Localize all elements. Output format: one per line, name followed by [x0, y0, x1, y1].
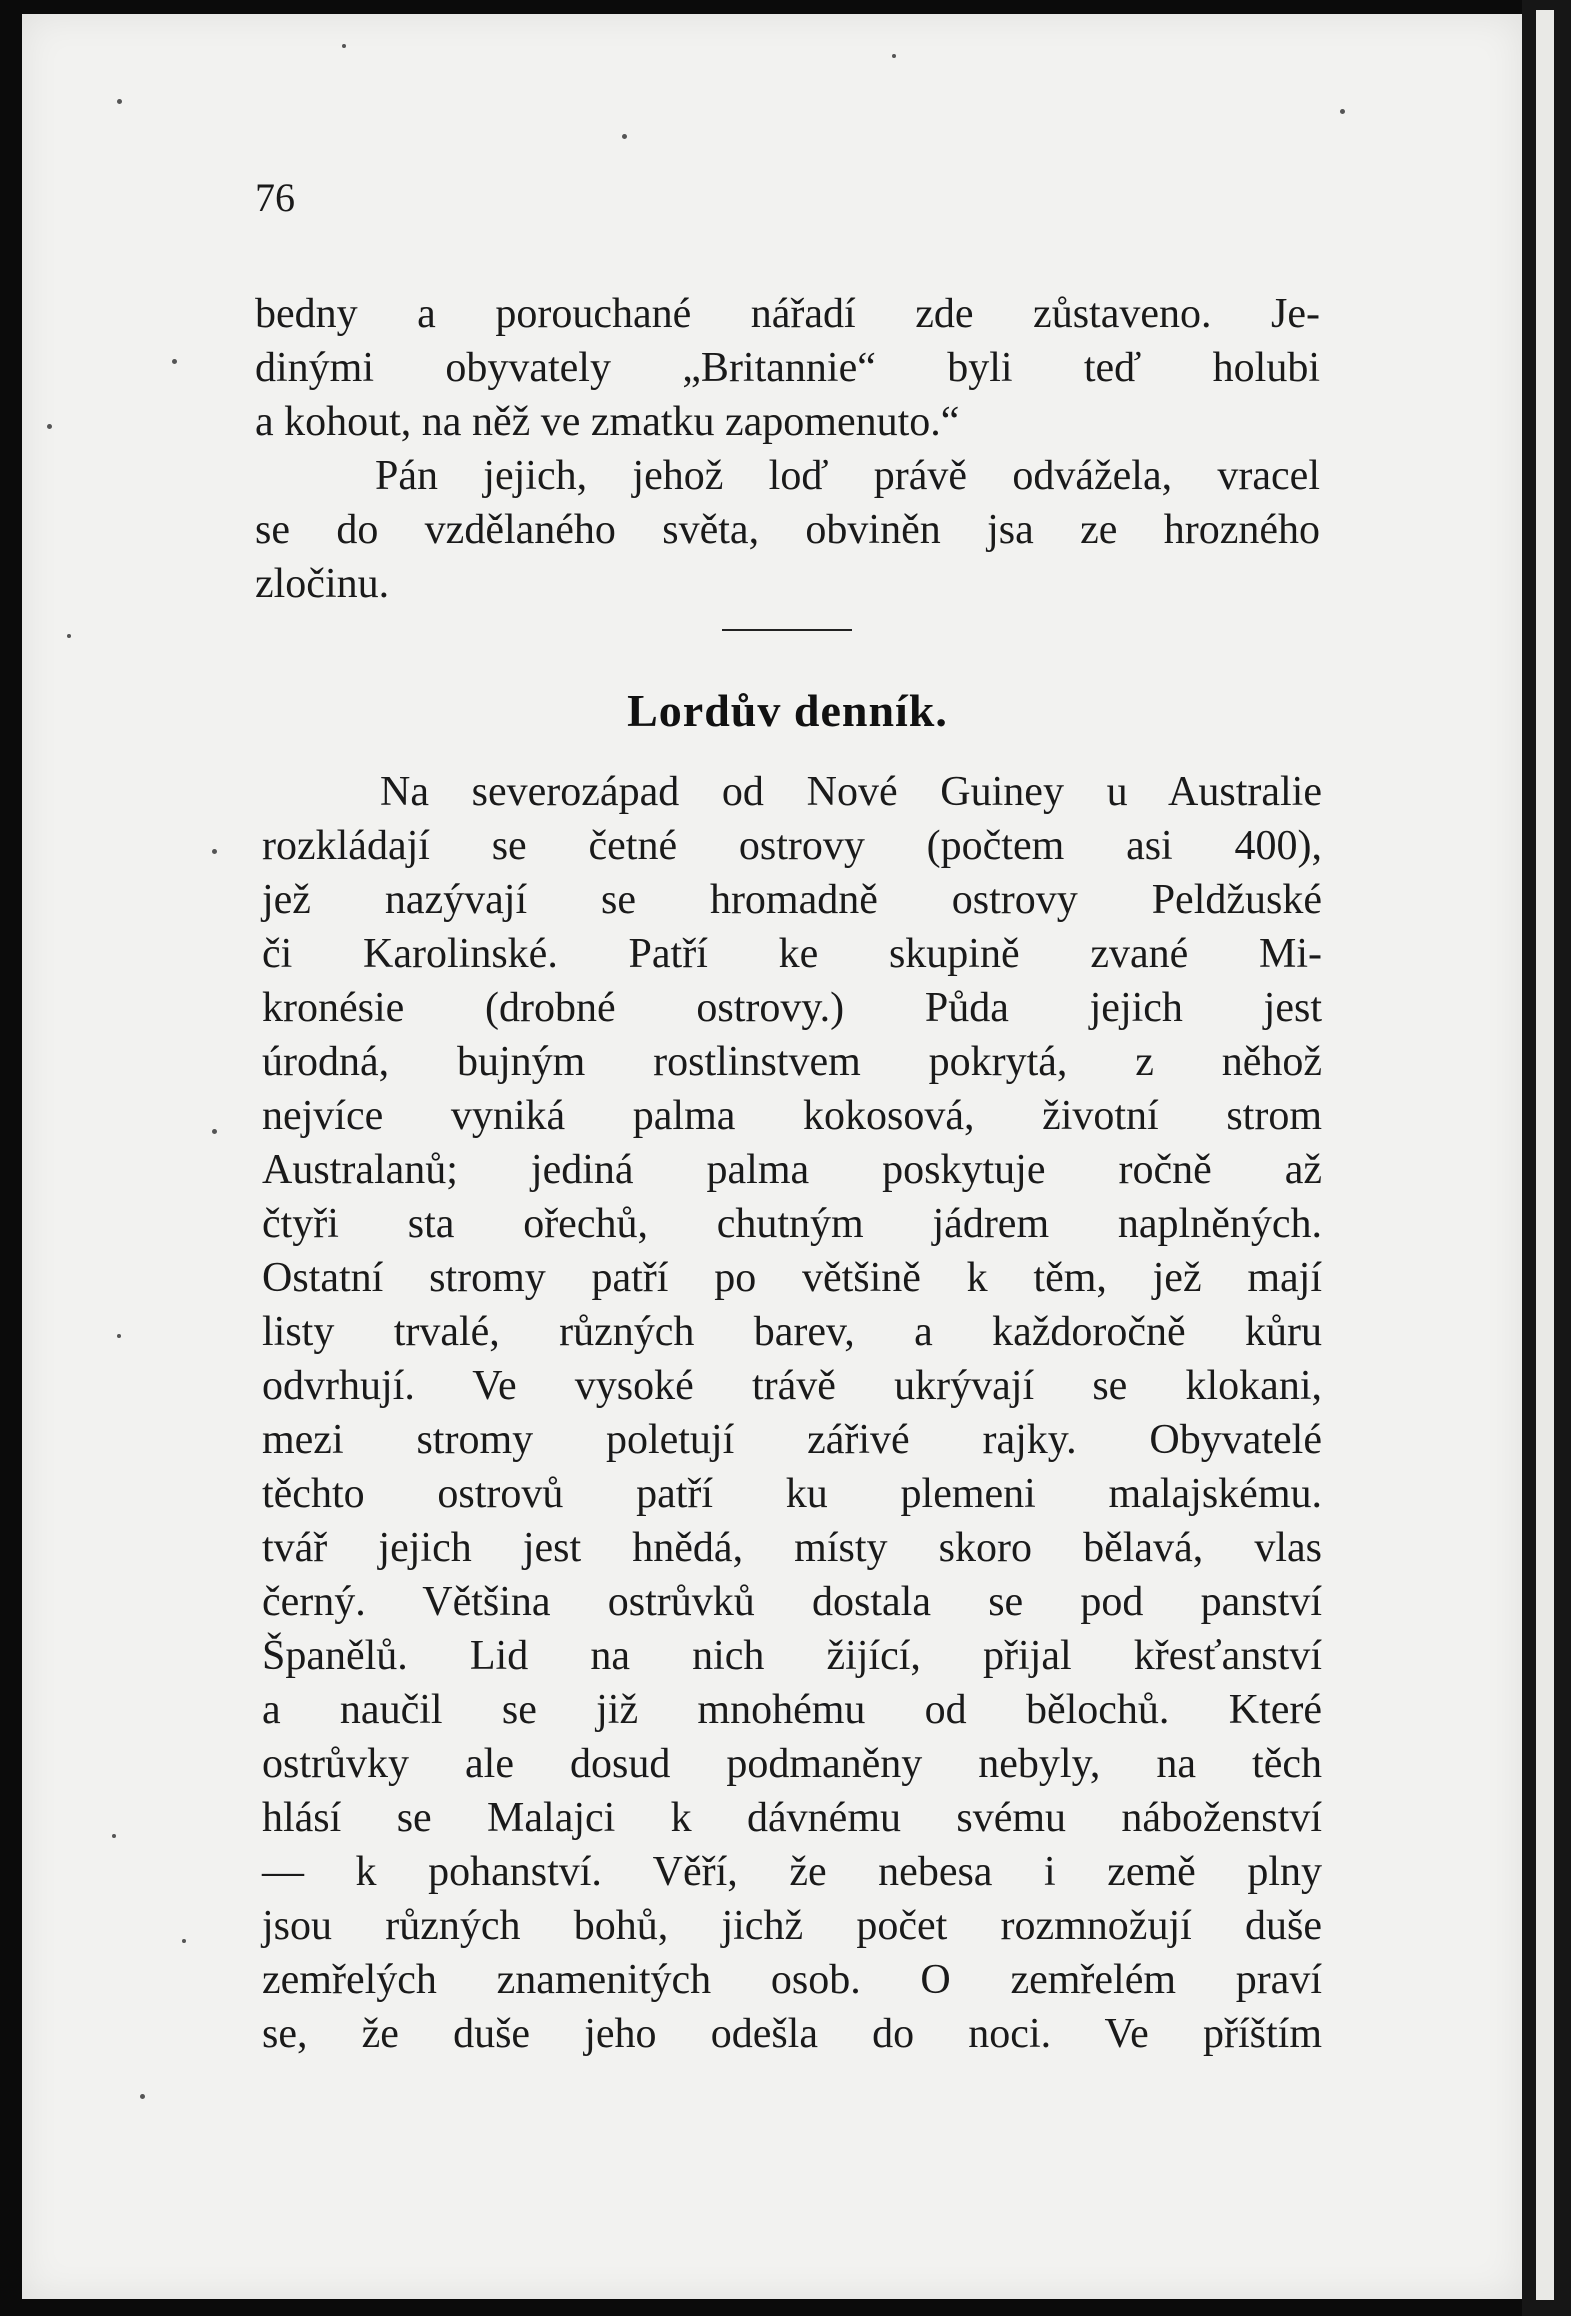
next-page-edge	[1536, 10, 1554, 2300]
top-paragraph-1	[255, 287, 1320, 449]
text-line: dinými obyvately „Britannie“ byli teď holubi	[255, 345, 1320, 391]
speck	[112, 1834, 116, 1838]
text-line: úrodná, bujným rostlinstvem pokrytá, z něhož	[262, 1039, 1322, 1085]
text-line: a kohout, na něž ve zmatku zapomenuto.“	[255, 399, 960, 445]
text-line: zločinu.	[255, 561, 390, 607]
text-line: ostrůvky ale dosud podmaněny nebyly, na těch	[262, 1741, 1322, 1787]
speck	[342, 44, 346, 48]
text-line: Ostatní stromy patří po většině k těm, jež mají	[262, 1255, 1322, 1301]
text-line: bedny a porouchané nářadí zde zůstaveno. Je-	[255, 291, 1320, 337]
text-line: Na severozápad od Nové Guiney u Australie	[380, 769, 1322, 815]
text-line: tvář jejich jest hnědá, místy skoro bělavá, vlas	[262, 1525, 1322, 1571]
page-number: 76	[255, 175, 295, 220]
speck	[182, 1939, 186, 1943]
text-line: Španělů. Lid na nich žijící, přijal křesťanství	[262, 1633, 1322, 1679]
text-line: se do vzdělaného světa, obviněn jsa ze hrozného	[255, 507, 1320, 553]
top-paragraph-2	[255, 449, 1320, 611]
text-line: nejvíce vyniká palma kokosová, životní strom	[262, 1093, 1322, 1139]
speck	[67, 634, 71, 638]
text-line: černý. Většina ostrůvků dostala se pod panství	[262, 1579, 1322, 1625]
text-line: čtyři sta ořechů, chutným jádrem naplněných.	[262, 1201, 1322, 1247]
text-line: listy trvalé, různých barev, a každoročně kůru	[262, 1309, 1322, 1355]
text-line: mezi stromy poletují zářivé rajky. Obyvatelé	[262, 1417, 1322, 1463]
text-line: se, že duše jeho odešla do noci. Ve příštím	[262, 2011, 1322, 2057]
section-heading: Lordův denník.	[627, 685, 948, 736]
speck	[172, 359, 177, 364]
body-paragraph	[262, 765, 1322, 2061]
speck	[140, 2094, 145, 2099]
speck	[212, 1129, 217, 1134]
section-divider	[722, 629, 852, 631]
text-line: — k pohanství. Věří, že nebesa i země plny	[262, 1849, 1322, 1895]
text-line: zemřelých znamenitých osob. O zemřelém praví	[262, 1957, 1322, 2003]
text-line: Pán jejich, jehož loď právě odvážela, vracel	[375, 453, 1320, 499]
speck	[1340, 109, 1345, 114]
speck	[892, 54, 896, 58]
speck	[622, 134, 627, 139]
text-line: hlásí se Malajci k dávnému svému náboženství	[262, 1795, 1322, 1841]
speck	[117, 99, 122, 104]
text-line: Australanů; jediná palma poskytuje ročně až	[262, 1147, 1322, 1193]
text-line: těchto ostrovů patří ku plemeni malajskému.	[262, 1471, 1322, 1517]
text-line: a naučil se již mnohému od bělochů. Které	[262, 1687, 1322, 1733]
speck	[47, 424, 52, 429]
text-line: jsou různých bohů, jichž počet rozmnožují duše	[262, 1903, 1322, 1949]
text-line: odvrhují. Ve vysoké trávě ukrývají se klokani,	[262, 1363, 1322, 1409]
text-line: či Karolinské. Patří ke skupině zvané Mi-	[262, 931, 1322, 977]
speck	[212, 849, 217, 854]
speck	[117, 1334, 121, 1338]
text-line: kronésie (drobné ostrovy.) Půda jejich jest	[262, 985, 1322, 1031]
text-line: jež nazývají se hromadně ostrovy Peldžuské	[262, 877, 1322, 923]
text-line: rozkládají se četné ostrovy (počtem asi 400),	[262, 823, 1322, 869]
